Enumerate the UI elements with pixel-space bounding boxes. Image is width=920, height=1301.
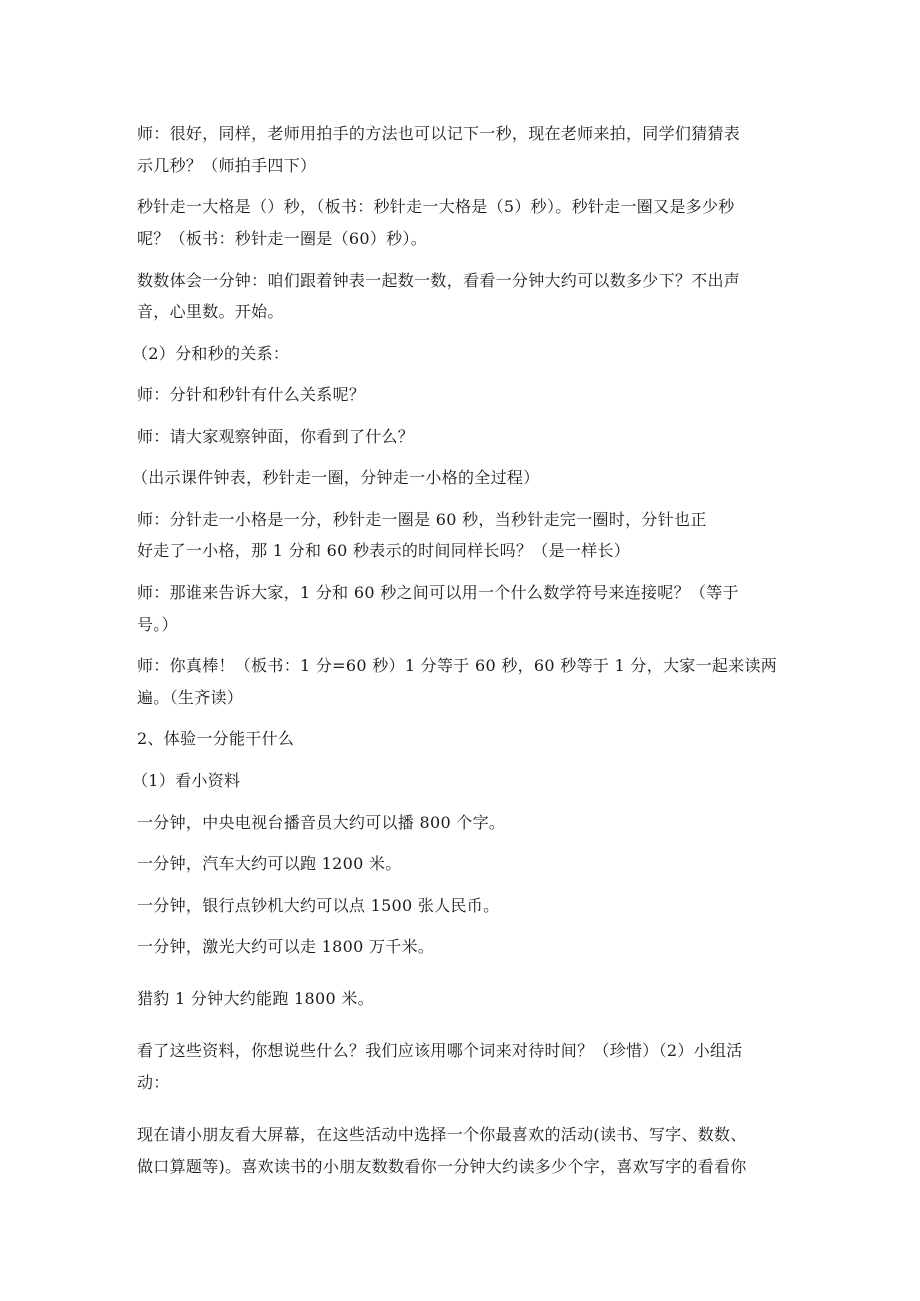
text-line: 一分钟，激光大约可以走 1800 万千米。 <box>137 937 435 956</box>
text-line: 做口算题等)。喜欢读书的小朋友数数看你一分钟大约读多少个字，喜欢写字的看看你 <box>137 1157 747 1176</box>
text-line: 师：分针走一小格是一分，秒针走一圈是 60 秒，当秒针走完一圈时，分针也正 <box>137 510 707 529</box>
text-line: 师：你真棒！（板书：1 分=60 秒）1 分等于 60 秒，60 秒等于 1 分，大家一起来读两 <box>137 656 778 675</box>
section-heading: （1）看小资料 <box>132 771 241 790</box>
section-heading: （2）分和秒的关系： <box>132 344 290 363</box>
text-line: 一分钟，银行点钞机大约可以点 1500 张人民币。 <box>137 896 500 915</box>
text-line: 呢？（板书：秒针走一圈是（60）秒）。 <box>137 229 428 248</box>
text-line: 音，心里数。开始。 <box>137 302 284 321</box>
text-line: 示几秒？（师拍手四下） <box>137 156 317 175</box>
text-line: 猎豹 1 分钟大约能跑 1800 米。 <box>137 989 374 1008</box>
text-line: 秒针走一大格是（）秒，（板书：秒针走一大格是（5）秒）。秒针走一圈又是多少秒 <box>137 197 735 216</box>
text-line: 一分钟，中央电视台播音员大约可以播 800 个字。 <box>137 813 506 832</box>
text-line: 好走了一小格，那 1 分和 60 秒表示的时间同样长吗？（是一样长） <box>137 541 631 560</box>
text-line: 数数体会一分钟：咱们跟着钟表一起数一数，看看一分钟大约可以数多少下？不出声 <box>137 271 741 290</box>
text-line: 遍。（生齐读） <box>137 688 244 707</box>
text-line: 师：请大家观察钟面，你看到了什么？ <box>137 427 415 446</box>
text-line: 师：那谁来告诉大家，1 分和 60 秒之间可以用一个什么数学符号来连接呢？（等于 <box>137 583 739 602</box>
text-line: 动： <box>137 1073 170 1092</box>
text-line: 师：分针和秒针有什么关系呢？ <box>137 385 366 404</box>
text-line: 一分钟，汽车大约可以跑 1200 米。 <box>137 854 402 873</box>
text-line: 号。） <box>137 615 178 634</box>
text-line: 看了这些资料，你想说些什么？我们应该用哪个词来对待时间？（珍惜）（2）小组活 <box>137 1041 743 1060</box>
section-heading: 2、体验一分能干什么 <box>137 729 295 748</box>
text-line: （出示课件钟表，秒针走一圈，分钟走一小格的全过程） <box>132 468 540 487</box>
text-line: 师：很好，同样，老师用拍手的方法也可以记下一秒，现在老师来拍，同学们猜猜表 <box>137 124 741 143</box>
text-line: 现在请小朋友看大屏幕，在这些活动中选择一个你最喜欢的活动(读书、写字、数数、 <box>137 1125 747 1144</box>
